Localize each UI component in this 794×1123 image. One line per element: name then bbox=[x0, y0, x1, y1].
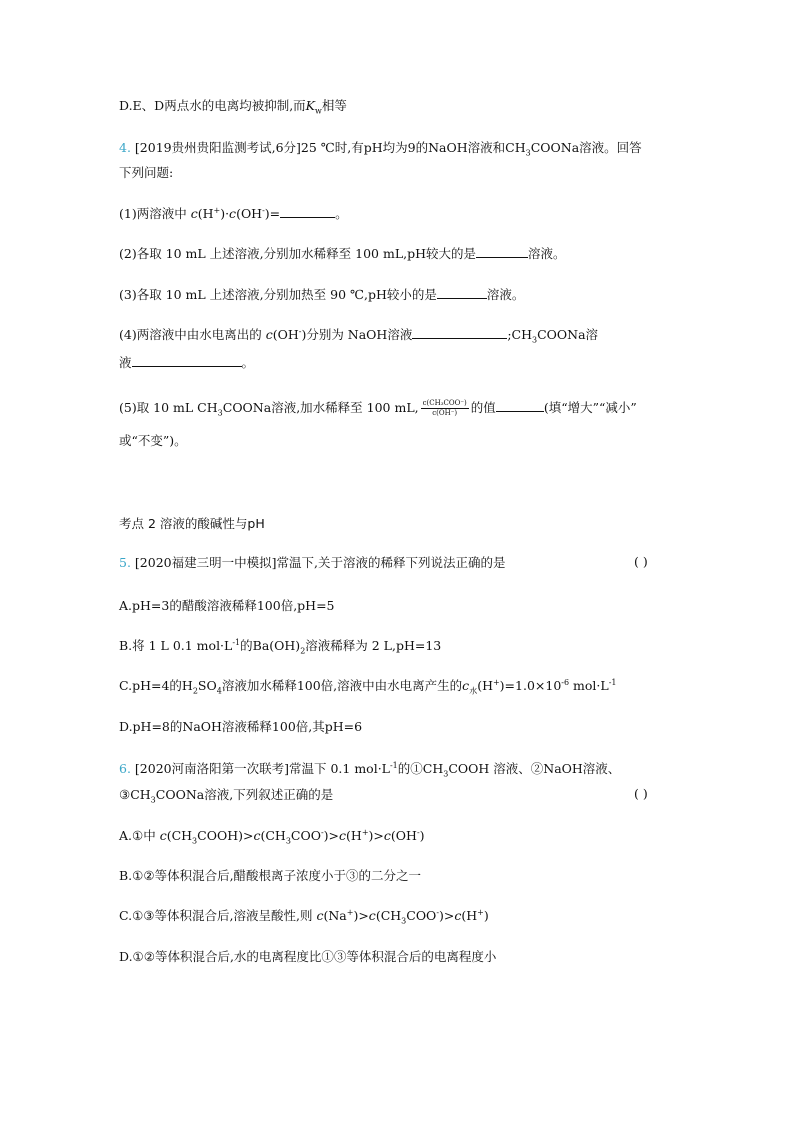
q6-number: 6. bbox=[119, 761, 131, 776]
q5-option-b[interactable]: B.将 1 L 0.1 $mol\cdot L^{-1}$的$Ba(OH)_2$溶液稀释为 2 L,pH=13 bbox=[119, 637, 442, 656]
prev-option-d: D.E、D两点水的电离均被抑制,而$K_w$相等 bbox=[119, 98, 347, 116]
q4-stem-line1: 4. [2019贵州贵阳监测考试,6分]25 ℃时,有pH均为9的NaOH溶液和$CH_3COONa$溶液。回答 bbox=[119, 140, 642, 158]
q6-option-c[interactable]: C.①③等体积混合后,溶液呈酸性,则 $c(Na^+)>c(CH_3COO^-)>c(H^+)$ bbox=[119, 907, 489, 926]
q6-stem-line2: $③CH_3COONa$溶液,下列叙述正确的是 bbox=[119, 787, 334, 805]
q4-stem-line2: 下列问题: bbox=[119, 165, 174, 180]
answer-blank[interactable] bbox=[437, 286, 487, 299]
answer-blank[interactable] bbox=[412, 326, 507, 339]
q4-part5-line2: 或“不变”)。 bbox=[119, 433, 187, 448]
q5-option-c[interactable]: C.pH=4的$H_2SO_4$溶液加水稀释100倍,溶液中由水电离产生的$c_水(H^+)=1.0\times 10^{-6}$ $mol\cdot L^{-1}$ bbox=[119, 677, 617, 696]
q5-option-a[interactable]: A.pH=3的醋酸溶液稀释100倍,pH=5 bbox=[119, 598, 335, 613]
answer-blank[interactable] bbox=[280, 205, 335, 218]
ratio-fraction: $\frac{\text{c(CH₃COO⁻)}}{c(OH^-)}$ bbox=[422, 399, 467, 417]
q6-option-a[interactable]: A.①中 $c(CH_3COOH)>c(CH_3COO^-)>c(H^+)>c(OH^-)$ bbox=[119, 827, 425, 846]
q4-number: 4. bbox=[119, 140, 131, 155]
q5-stem: 5. [2020福建三明一中模拟]常温下,关于溶液的稀释下列说法正确的是 bbox=[119, 555, 506, 570]
q4-part2: (2)各取 10 mL 上述溶液,分别加水稀释至 100 mL,pH较大的是 溶液。 bbox=[119, 246, 566, 261]
q4-part4-line2: 液 。 bbox=[119, 355, 255, 370]
answer-blank[interactable] bbox=[496, 399, 544, 412]
q6-option-b[interactable]: B.①②等体积混合后,醋酸根离子浓度小于③的二分之一 bbox=[119, 868, 422, 883]
q4-part4-line1: (4)两溶液中由水电离出的 c(OH-)分别为 NaOH溶液 $;CH_3COONa$溶 bbox=[119, 326, 599, 345]
q5-option-d[interactable]: D.pH=8的NaOH溶液稀释100倍,其pH=6 bbox=[119, 719, 363, 734]
q5-answer-paren[interactable]: ( ) bbox=[634, 554, 648, 569]
answer-blank[interactable] bbox=[132, 354, 242, 367]
q6-stem-line1: 6. [2020河南洛阳第一次联考]常温下 0.1 $mol\cdot L^{-1}$的$①CH_3COOH$ 溶液、②NaOH溶液、 bbox=[119, 760, 621, 779]
answer-blank[interactable] bbox=[476, 245, 528, 258]
q4-part1: (1)两溶液中 c(H+)·c(OH-)= 。 bbox=[119, 205, 348, 221]
q4-part5-line1: (5)取 10 mL $CH_3COONa$溶液,加水稀释至 100 mL, $\frac{\text{c(CH₃COO⁻)}}{c(OH^-)}$ 的值 (填“增大”“减小” bbox=[119, 399, 637, 418]
section-heading: 考点 2 溶液的酸碱性与pH bbox=[119, 516, 265, 531]
q6-answer-paren[interactable]: ( ) bbox=[634, 786, 648, 801]
q6-option-d[interactable]: D.①②等体积混合后,水的电离程度比①③等体积混合后的电离程度小 bbox=[119, 949, 497, 964]
q5-number: 5. bbox=[119, 555, 131, 570]
q4-part3: (3)各取 10 mL 上述溶液,分别加热至 90 ℃,pH较小的是 溶液。 bbox=[119, 287, 525, 302]
